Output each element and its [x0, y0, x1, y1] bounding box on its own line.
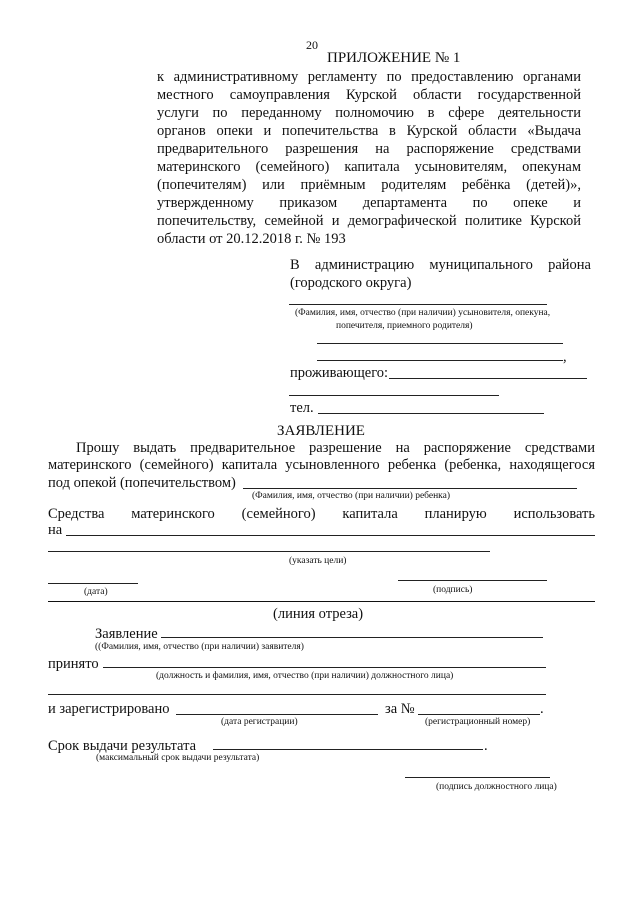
- applicant-name-field-receipt[interactable]: [161, 637, 543, 638]
- goals-field-2[interactable]: [48, 551, 490, 552]
- page-number: 20: [306, 38, 318, 52]
- signature-hint: (подпись): [433, 585, 473, 595]
- reg-number-hint: (регистрационный номер): [425, 717, 531, 727]
- statement-title: ЗАЯВЛЕНИЕ: [277, 423, 365, 439]
- appendix-text: [157, 68, 581, 248]
- number-label: за №: [385, 701, 415, 717]
- date-field[interactable]: [48, 583, 138, 584]
- residing-field[interactable]: [389, 378, 587, 379]
- receipt-statement-label: Заявление: [95, 626, 158, 642]
- official-signature-hint: (подпись должностного лица): [436, 782, 557, 792]
- phone-field[interactable]: [318, 413, 544, 414]
- statement-line-2: материнского (семейного) капитала усыновленного ребенка (ребенка, находящегося: [48, 457, 595, 473]
- appendix-line: материнского (семейного) капитала усыновителям, опекунам: [157, 159, 581, 175]
- child-name-hint: (Фамилия, имя, отчество (при наличии) ребенка): [252, 491, 451, 501]
- cut-line: [48, 601, 595, 602]
- applicant-name-hint-2: попечителя, приемного родителя): [336, 321, 473, 331]
- appendix-title: ПРИЛОЖЕНИЕ № 1: [327, 50, 461, 66]
- term-label: Срок выдачи результата: [48, 738, 197, 754]
- residing-label: проживающего:: [290, 365, 389, 381]
- accepted-label: принято: [48, 656, 99, 672]
- appendix-line: (попечителям) или приёмным родителям ребёнка (детей)»,: [157, 177, 581, 193]
- reg-number-field[interactable]: [418, 714, 540, 715]
- reg-date-field[interactable]: [176, 714, 378, 715]
- signature-field[interactable]: [398, 580, 547, 581]
- term-field[interactable]: [213, 749, 483, 750]
- comma: ,: [563, 349, 567, 365]
- reg-date-hint: (дата регистрации): [221, 717, 298, 727]
- term-dot: .: [484, 738, 488, 754]
- addressee-line-1: В администрацию муниципального района: [290, 257, 591, 273]
- applicant-name-field[interactable]: [289, 304, 547, 305]
- applicant-hint: ((Фамилия, имя, отчество (при наличии) заявителя): [95, 642, 304, 652]
- appendix-line: попечительству, семейной и демографической политике Курской: [157, 213, 581, 229]
- appendix-line: предварительного разрешения на распоряжение средствами: [157, 141, 581, 157]
- applicant-name-field-3[interactable]: [317, 360, 563, 361]
- registered-label: и зарегистрировано: [48, 701, 170, 717]
- official-field-2[interactable]: [48, 694, 546, 695]
- official-field[interactable]: [103, 667, 546, 668]
- statement-line-1: Прошу выдать предварительное разрешение на распоряжение средствами: [76, 440, 595, 456]
- appendix-line: услуги по переданному полномочию в сфере деятельности: [157, 105, 581, 121]
- funds-line: Средства материнского (семейного) капитала планирую использовать: [48, 506, 595, 522]
- appendix-line: к административному регламенту по предоставлению органами: [157, 69, 581, 85]
- goals-field[interactable]: [66, 535, 595, 536]
- appendix-line: органов опеки и попечительства в Курской области «Выдача: [157, 123, 581, 139]
- child-name-field[interactable]: [243, 488, 577, 489]
- phone-label: тел.: [290, 400, 314, 416]
- appendix-line: утвержденному приказом департамента по опеке и: [157, 195, 581, 211]
- number-dot: .: [540, 701, 544, 717]
- term-hint: (максимальный срок выдачи результата): [96, 753, 260, 763]
- cut-line-label: (линия отреза): [273, 606, 364, 622]
- official-hint: (должность и фамилия, имя, отчество (при наличии) должностного лица): [156, 671, 454, 681]
- residing-field-2[interactable]: [289, 395, 499, 396]
- appendix-line: области от 20.12.2018 г. № 193: [157, 231, 346, 247]
- date-hint: (дата): [84, 587, 108, 597]
- on-label: на: [48, 522, 63, 538]
- official-signature-field[interactable]: [405, 777, 550, 778]
- statement-line-3: под опекой (попечительством): [48, 475, 236, 491]
- applicant-name-hint-1: (Фамилия, имя, отчество (при наличии) усыновителя, опекуна,: [295, 308, 551, 318]
- appendix-line: местного самоуправления Курской области государственной: [157, 87, 581, 103]
- goals-hint: (указать цели): [289, 556, 347, 566]
- applicant-name-field-2[interactable]: [317, 343, 563, 344]
- addressee-line-2: (городского округа): [290, 275, 412, 291]
